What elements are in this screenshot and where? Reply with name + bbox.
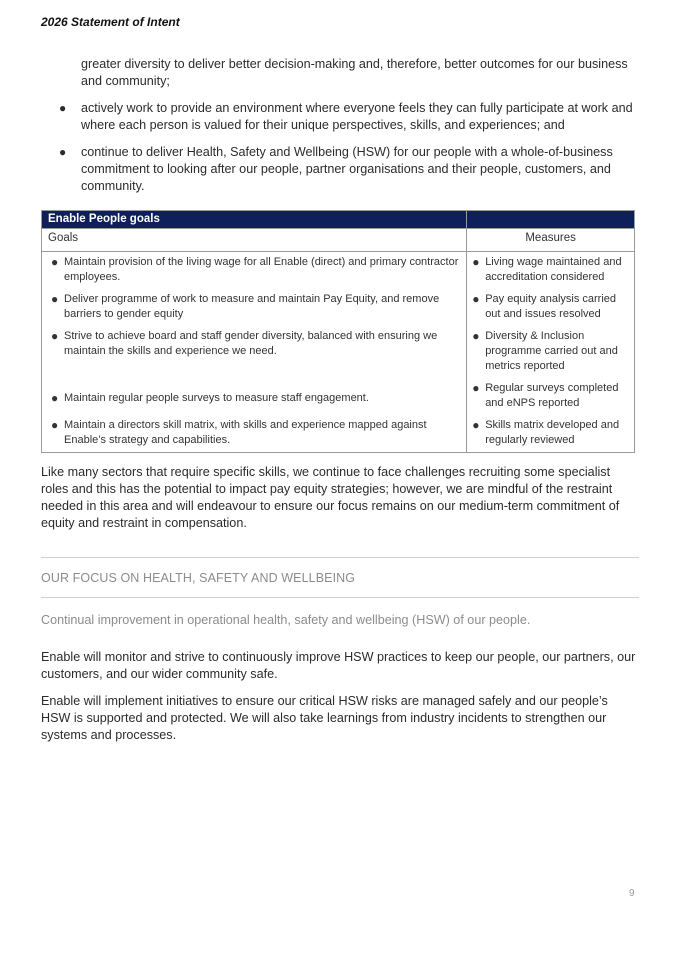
measure-item: [471, 418, 630, 448]
bullet-icon: ●: [51, 255, 59, 269]
goal-item: [46, 381, 462, 418]
measure-item: [471, 255, 630, 292]
table-title-blank: [467, 211, 635, 229]
goal-item: [46, 329, 462, 381]
divider-top: [41, 557, 639, 558]
table-header-row: [42, 229, 635, 252]
measure-item: [471, 292, 630, 329]
goal-item: [46, 292, 462, 329]
bullet-icon: ●: [472, 329, 480, 343]
section-heading: OUR FOCUS ON HEALTH, SAFETY AND WELLBEING: [41, 571, 356, 585]
hsw-paragraph-1: Enable will monitor and strive to continuously improve HSW practices to keep our people, our partners, our customers, and our wider community safe.: [41, 650, 636, 681]
document-header-title: 2026 Statement of Intent: [41, 15, 180, 29]
goal-text: Maintain a directors skill matrix, with skills and experience mapped against Enable’s strategy and capabilities.: [64, 419, 427, 446]
bullet-icon: ●: [59, 101, 67, 115]
bullet-icon: ●: [472, 418, 480, 432]
goal-text: Strive to achieve board and staff gender diversity, balanced with ensuring we maintain the skills and experience we need.: [64, 330, 438, 357]
measure-text: Pay equity analysis carried out and issues resolved: [485, 293, 617, 320]
page-number: 9: [629, 888, 635, 899]
goal-item: [46, 418, 462, 448]
measures-column-header: Measures: [467, 229, 635, 252]
measures-cell: [467, 252, 635, 453]
goal-text: Maintain regular people surveys to measure staff engagement.: [64, 392, 369, 404]
divider-bottom: [41, 597, 639, 598]
table-title-row: [42, 211, 635, 229]
intro-continuation-text: greater diversity to deliver better decision-making and, therefore, better outcomes for our business and community;: [81, 57, 628, 88]
table-body-row: [42, 252, 635, 453]
pay-equity-paragraph: Like many sectors that require specific skills, we continue to face challenges recruiting some specialist roles and this has the potential to impact pay equity strategies; however, we are mindful of the restraint needed in this area and will endeavour to ensure our focus remains on our medium-term commitment of equity and restraint in compensation.: [41, 465, 620, 530]
goal-text: Maintain provision of the living wage for all Enable (direct) and primary contractor employees.: [64, 256, 459, 283]
hsw-paragraph-2: Enable will implement initiatives to ensure our critical HSW risks are managed safely and our people’s HSW is supported and protected. We will also take learnings from industry incidents to strengthen our systems and processes.: [41, 694, 608, 742]
goals-cell: [42, 252, 467, 453]
bullet-icon: ●: [51, 329, 59, 343]
intro-bullet-text: continue to deliver Health, Safety and Wellbeing (HSW) for our people with a whole-of-business commitment to looking after our people, partner organisations and their people, customers, and community.: [81, 145, 613, 193]
section-subheading: Continual improvement in operational health, safety and wellbeing (HSW) of our people.: [41, 613, 531, 627]
bullet-icon: ●: [59, 145, 67, 159]
intro-bullet: [41, 144, 637, 195]
goals-column-header: Goals: [42, 229, 467, 252]
goal-text: Deliver programme of work to measure and maintain Pay Equity, and remove barriers to gender equity: [64, 293, 440, 320]
people-goals-table: [41, 210, 635, 453]
intro-bullet: [41, 100, 637, 134]
bullet-icon: ●: [51, 292, 59, 306]
measure-text: Regular surveys completed and eNPS reported: [485, 382, 619, 409]
goal-item: [46, 255, 462, 292]
measure-item: [471, 329, 630, 381]
bullet-icon: ●: [472, 292, 480, 306]
intro-bullets: [41, 100, 637, 195]
table-title: Enable People goals: [42, 211, 467, 229]
measure-text: Living wage maintained and accreditation considered: [485, 256, 622, 283]
measure-item: [471, 381, 630, 418]
intro-bullet-text: actively work to provide an environment where everyone feels they can fully participate at work and where each person is valued for their unique perspectives, skills, and experiences; and: [81, 101, 633, 132]
bullet-icon: ●: [51, 418, 59, 432]
measure-text: Skills matrix developed and regularly reviewed: [485, 419, 620, 446]
measure-text: Diversity & Inclusion programme carried out and metrics reported: [485, 330, 618, 372]
bullet-icon: ●: [472, 255, 480, 269]
bullet-icon: ●: [51, 391, 59, 405]
intro-list: [41, 56, 637, 205]
bullet-icon: ●: [472, 381, 480, 395]
